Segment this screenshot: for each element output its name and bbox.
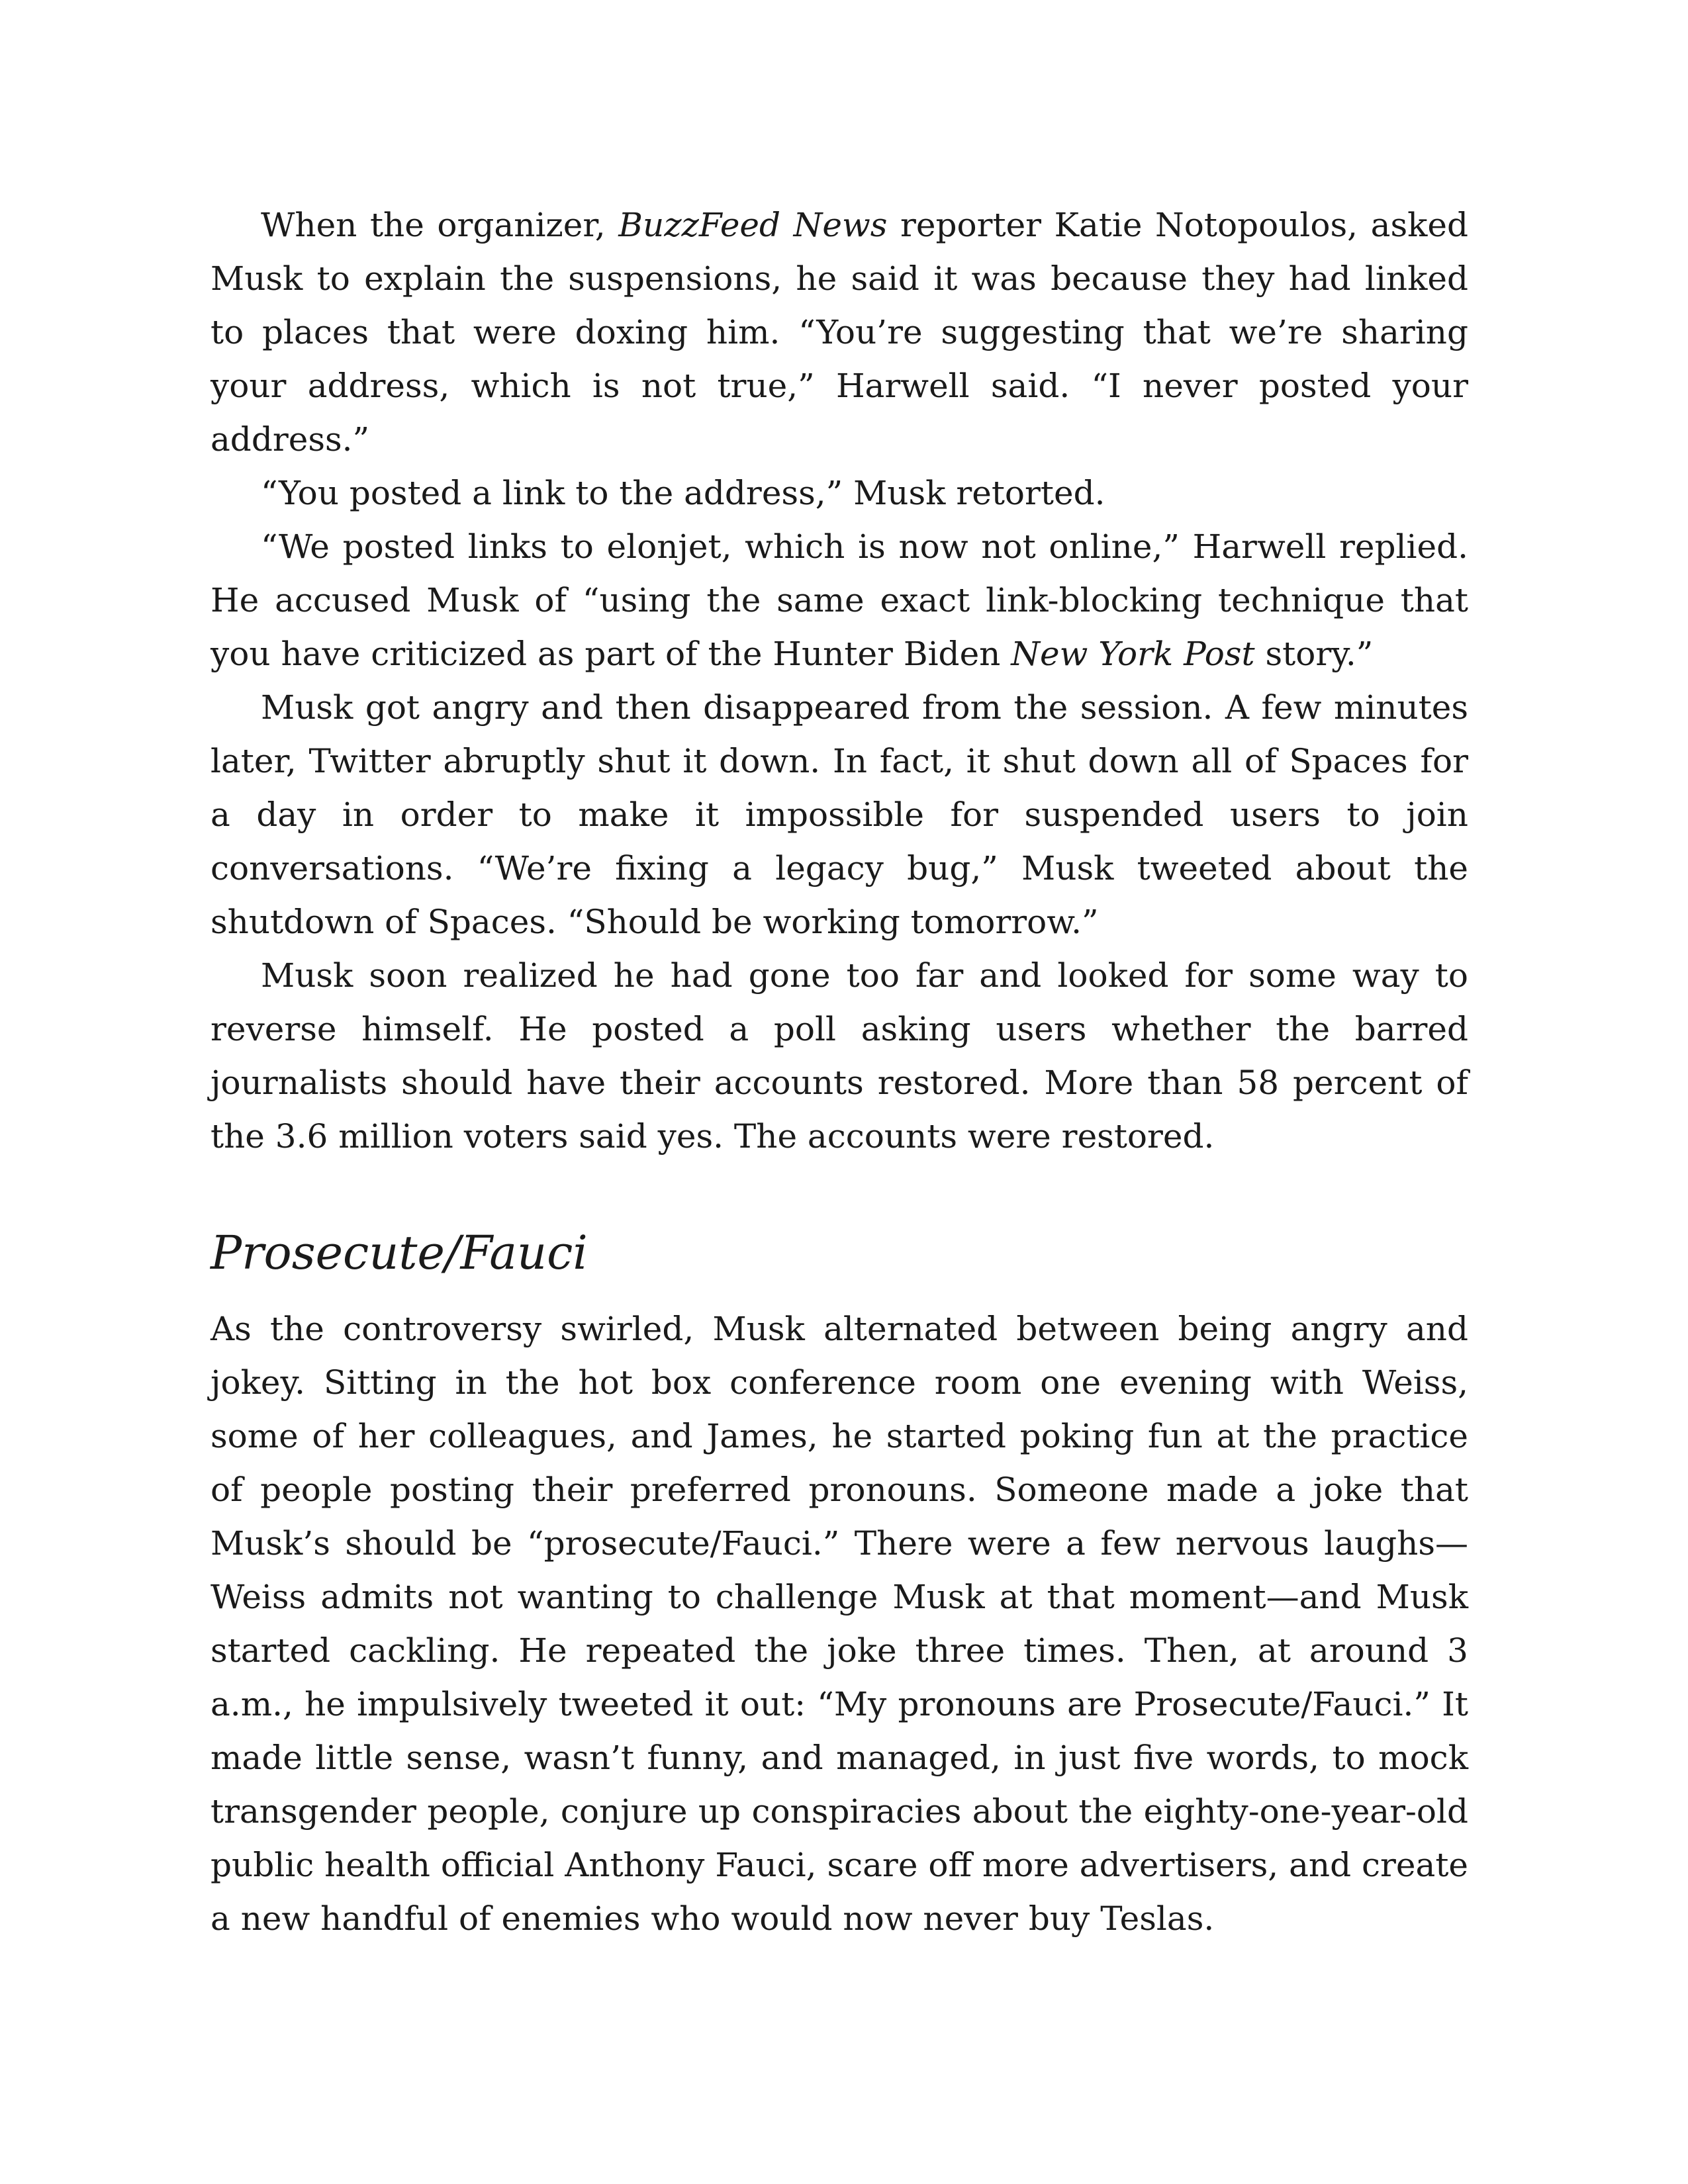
paragraph-5-text: Musk soon realized he had gone too far and looked for some way to reverse himself. He posted a poll asking users whether the barred journalists should have their accounts restored. More than 58 percent of the 3.6 million voters said yes. The accounts were restored. [211,956,1468,1156]
section-paragraph: As the controversy swirled, Musk alternated between being angry and jokey. Sitting in the hot box conference room one evening with Weiss, some of her colleagues, and James, he started poking fun at the practice of people posting their preferred pronouns. Someone made a joke that Musk’s should be “prosecute/Fauci.” There were a few nervous laughs—Weiss admits not wanting to challenge Musk at that moment—and Musk started cackling. He repeated the joke three times. Then, at around 3 a.m., he impulsively tweeted it out: “My pronouns are Prosecute/Fauci.” It made little sense, wasn’t funny, and managed, in just five words, to mock transgender people, conjure up conspiracies about the eighty-one-year-old public health official Anthony Fauci, scare off more advertisers, and create a new handful of enemies who would now never buy Teslas. [211,1310,1468,1938]
paragraph-3-text-a: “We posted links to elonjet, which is now not online,” Harwell replied. He accused Musk of “using the same exact link-blocking technique that you have criticized as part of the Hunter Biden [211,527,1468,673]
paragraph-4 [211,681,1468,949]
paragraph-3 [211,520,1468,681]
paragraph-1-italic: BuzzFeed News [618,206,888,244]
paragraph-2 [211,467,1468,520]
section-gap [211,1163,1468,1223]
paragraph-5 [211,949,1468,1163]
paragraph-1 [211,199,1468,467]
paragraph-2-text: “You posted a link to the address,” Musk retorted. [261,474,1105,512]
body-text [211,199,1468,1163]
section-heading: Prosecute/Fauci [211,1226,588,1280]
paragraph-1-text-a: When the organizer, [261,206,619,244]
paragraph-3-text-b: story.” [1254,635,1374,673]
paragraph-1-text-b: reporter Katie Notopoulos, asked Musk to explain the suspensions, he said it was because they had linked to places that were doxing him. “You’re suggesting that we’re sharing your address, which is not true,” Harwell said. “I never posted your address.” [211,206,1468,459]
paragraph-3-italic: New York Post [1011,635,1255,673]
book-page [211,199,1468,1946]
section-body [211,1302,1468,1946]
paragraph-4-text: Musk got angry and then disappeared from the session. A few minutes later, Twitter abruptly shut it down. In fact, it shut down all of Spaces for a day in order to make it impossible for suspended users to join conversations. “We’re fixing a legacy bug,” Musk tweeted about the shutdown of Spaces. “Should be working tomorrow.” [211,688,1468,941]
